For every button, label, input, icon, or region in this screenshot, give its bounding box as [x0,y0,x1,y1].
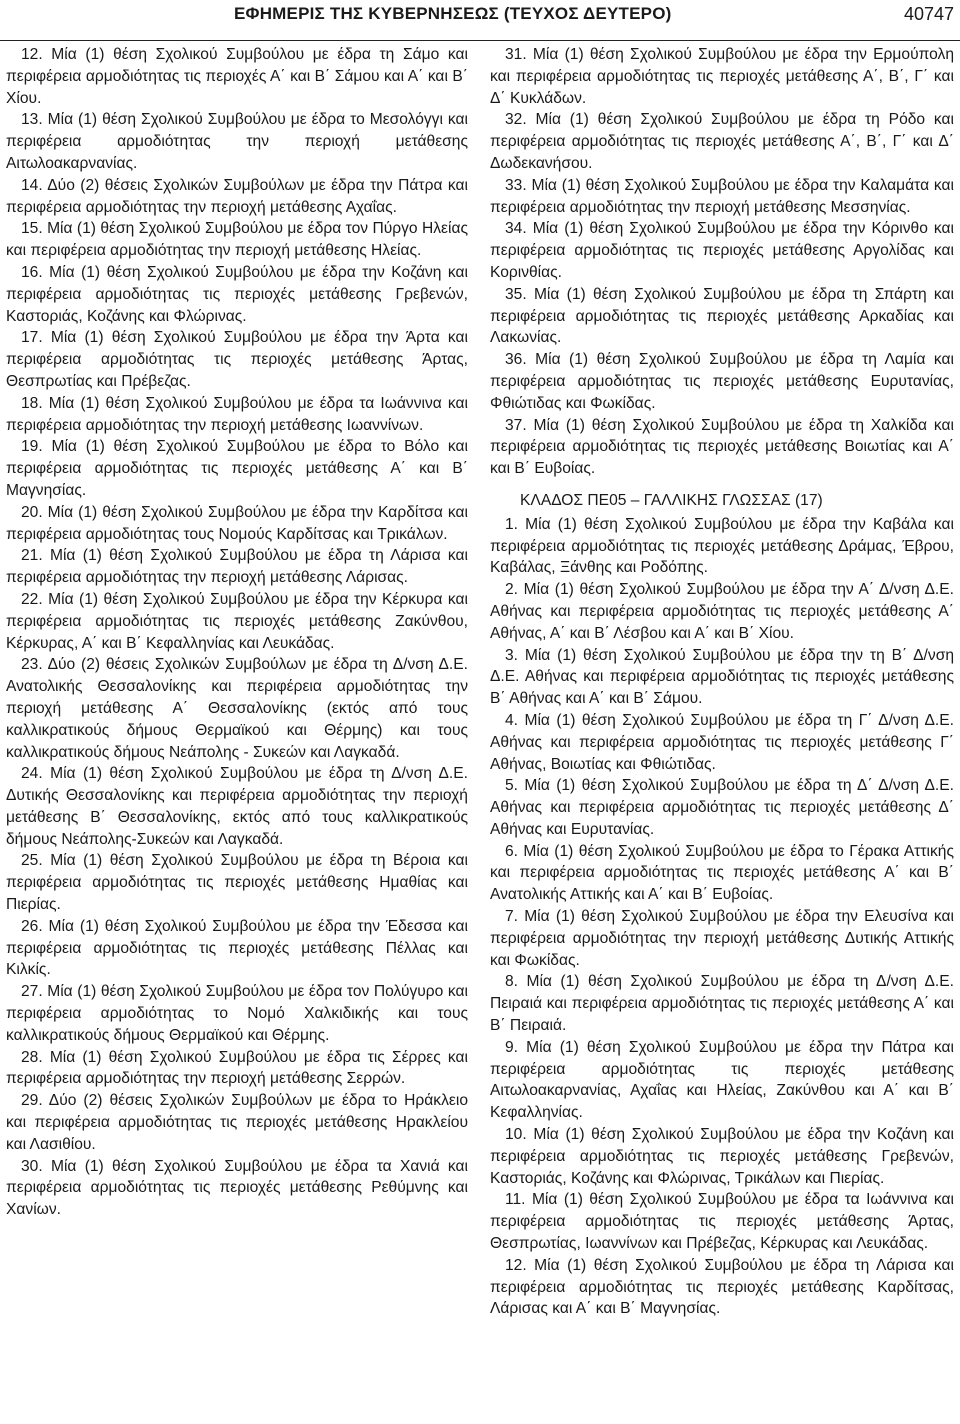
list-item: 16. Μία (1) θέση Σχολικού Συμβούλου με έδρα την Κοζάνη και περιφέρεια αρμοδιότητας τις περιοχές μετάθεσης Γρεβενών, Καστοριάς, Κοζάνης και Φλώρινας. [6,263,468,325]
right-column-bottom-list [490,514,954,1320]
list-item: 17. Μία (1) θέση Σχολικού Συμβούλου με έδρα την Άρτα και περιφέρεια αρμοδιότητας τις περιοχές μετάθεσης Άρτας, Θεσπρωτίας και Πρέβεζας. [6,329,468,390]
list-item: 29. Δύο (2) θέσεις Σχολικών Συμβούλων με έδρα το Ηράκλειο και περιφέρεια αρμοδιότητας τις περιοχές μετάθεσης Ηρακλείου και Λασιθίου. [6,1092,468,1153]
list-item: 35. Μία (1) θέση Σχολικού Συμβούλου με έδρα τη Σπάρτη και περιφέρεια αρμοδιότητας τις περιοχές μετάθεσης Αρκαδίας και Λακωνίας. [490,285,954,347]
list-item: 22. Μία (1) θέση Σχολικού Συμβούλου με έδρα την Κέρκυρα και περιφέρεια αρμοδιότητας τις περιοχές μετάθεσης Ζακύνθου, Κέρκυρας, Α΄ και Β΄ Κεφαλληνίας και Λευκάδας. [6,590,468,652]
list-item: 2. Μία (1) θέση Σχολικού Συμβούλου με έδρα την Α΄ Δ/νση Δ.Ε. Αθήνας και περιφέρεια αρμοδιότητας τις περιοχές μετάθεσης Α΄ Αθήνας, Α΄ και Β΄ Λέσβου και Α΄ και Β΄ Χίου. [490,581,954,642]
list-item: 8. Μία (1) θέση Σχολικού Συμβούλου με έδρα τη Δ/νση Δ.Ε. Πειραιά και περιφέρεια αρμοδιότητας τις περιοχές μετάθεσης Α΄ και Β΄ Πειραιά. [490,973,954,1035]
list-item: 15. Μία (1) θέση Σχολικού Συμβούλου με έδρα τον Πύργο Ηλείας και περιφέρεια αρμοδιότητας την περιοχή μετάθεσης Ηλείας. [6,220,468,260]
list-item: 11. Μία (1) θέση Σχολικού Συμβούλου με έδρα τα Ιωάννινα και περιφέρεια αρμοδιότητας τις περιοχές μετάθεσης Άρτας, Θεσπρωτίας, Ιωαννίνων και Πρέβεζας, Κέρκυρας και Λευκάδας. [490,1191,954,1253]
list-item: 9. Μία (1) θέση Σχολικού Συμβούλου με έδρα την Πάτρα και περιφέρεια αρμοδιότητας τις περιοχές μετάθεσης Αιτωλοακαρνανίας, Αχαΐας και Ηλείας, Ζακύνθου και Α΄ και Β΄ Κεφαλληνίας. [490,1038,954,1122]
list-item: 12. Μία (1) θέση Σχολικού Συμβούλου με έδρα τη Λάρισα και περιφέρεια αρμοδιότητας τις περιοχές μετάθεσης Καρδίτσας, Λάρισας και Α΄ και Β΄ Μαγνησίας. [490,1256,954,1318]
list-item: 28. Μία (1) θέση Σχολικού Συμβούλου με έδρα τις Σέρρες και περιφέρεια αρμοδιότητας την περιοχή μετάθεσης Σερρών. [6,1048,468,1088]
list-item: 33. Μία (1) θέση Σχολικού Συμβούλου με έδρα την Καλαμάτα και περιφέρεια αρμοδιότητας την περιοχή μετάθεσης Μεσσηνίας. [490,176,954,216]
gazette-title: ΕΦΗΜΕΡΙΣ ΤΗΣ ΚΥΒΕΡΝΗΣΕΩΣ (ΤΕΥΧΟΣ ΔΕΥΤΕΡΟ) [234,4,672,23]
list-item: 30. Μία (1) θέση Σχολικού Συμβούλου με έδρα τα Χανιά και περιφέρεια αρμοδιότητας τις περιοχές μετάθεσης Ρεθύμνης και Χανίων. [6,1157,468,1219]
list-item: 1. Μία (1) θέση Σχολικού Συμβούλου με έδρα την Καβάλα και περιφέρεια αρμοδιότητας τις περιοχές μετάθεσης Δράμας, Έβρου, Καβάλας, Ξάνθης και Ροδόπης. [490,515,954,577]
list-item: 26. Μία (1) θέση Σχολικού Συμβούλου με έδρα την Έδεσσα και περιφέρεια αρμοδιότητας τις περιοχές μετάθεσης Πέλλας και Κιλκίς. [6,917,468,979]
list-item: 27. Μία (1) θέση Σχολικού Συμβούλου με έδρα τον Πολύγυρο και περιφέρεια αρμοδιότητας το Νομό Χαλκιδικής και τους καλλικρατικούς δήμους Θερμαϊκού και Θέρμης. [6,983,468,1044]
list-item: 12. Μία (1) θέση Σχολικού Συμβούλου με έδρα τη Σάμο και περιφέρεια αρμοδιότητας τις περιοχές Α΄ και Β΄ Σάμου και Α΄ και Β΄ Χίου. [6,46,468,107]
right-column-top-list [490,44,954,480]
list-item: 31. Μία (1) θέση Σχολικού Συμβούλου με έδρα την Ερμούπολη και περιφέρεια αρμοδιότητας τις περιοχές μετάθεσης Α΄, Β΄, Γ΄ και Δ΄ Κυκλάδων. [490,46,954,107]
list-item: 5. Μία (1) θέση Σχολικού Συμβούλου με έδρα τη Δ΄ Δ/νση Δ.Ε. Αθήνας και περιφέρεια αρμοδιότητας τις περιοχές μετάθεσης Δ΄ Αθήνας και Ευρυτανίας. [490,777,954,838]
list-item: 18. Μία (1) θέση Σχολικού Συμβούλου με έδρα τα Ιωάννινα και περιφέρεια αρμοδιότητας την περιοχή μετάθεσης Ιωαννίνων. [6,394,468,434]
list-item: 10. Μία (1) θέση Σχολικού Συμβούλου με έδρα την Κοζάνη και περιφέρεια αρμοδιότητας τις περιοχές μετάθεσης Γρεβενών, Καστοριάς, Κοζάνης και Φλώρινας, Τρικάλων και Πιερίας. [490,1126,954,1187]
right-column [490,44,954,1320]
list-item: 24. Μία (1) θέση Σχολικού Συμβούλου με έδρα τη Δ/νση Δ.Ε. Δυτικής Θεσσαλονίκης και περιφέρεια αρμοδιότητας την περιοχή μετάθεσης Β΄ Θεσσαλονίκης, εκτός από τους καλλικρατικούς δήμους Νεάπολης-Συκεών και Λαγκαδά. [6,765,468,848]
list-item: 4. Μία (1) θέση Σχολικού Συμβούλου με έδρα τη Γ΄ Δ/νση Δ.Ε. Αθήνας και περιφέρεια αρμοδιότητας τις περιοχές μετάθεσης Γ΄ Αθήνας, Βοιωτίας και Φθιώτιδας. [490,711,954,773]
list-item: 23. Δύο (2) θέσεις Σχολικών Συμβούλων με έδρα τη Δ/νση Δ.Ε. Ανατολικής Θεσσαλονίκης και περιφέρεια αρμοδιότητας την περιοχή μετάθεσης Α΄ Θεσσαλονίκης (εκτός από τους καλλικρατικούς δήμους Θερμαϊκού και Θέρμης) και τους καλλικρατικούς δήμους Νεάπολης - Συκεών και Λαγκαδά. [6,656,468,761]
section-heading: ΚΛΑΔΟΣ ΠΕ05 – ΓΑΛΛΙΚΗΣ ΓΛΩΣΣΑΣ (17) [520,491,823,509]
list-item: 13. Μία (1) θέση Σχολικού Συμβούλου με έδρα το Μεσολόγγι και περιφέρεια αρμοδιότητας την περιοχή μετάθεσης Αιτωλοακαρνανίας. [6,111,468,172]
list-item: 21. Μία (1) θέση Σχολικού Συμβούλου με έδρα τη Λάρισα και περιφέρεια αρμοδιότητας την περιοχή μετάθεσης Λάρισας. [6,547,468,587]
page-header [0,0,960,41]
left-column [6,44,468,1221]
list-item: 19. Μία (1) θέση Σχολικού Συμβούλου με έδρα το Βόλο και περιφέρεια αρμοδιότητας τις περιοχές μετάθεσης Α΄ και Β΄ Μαγνησίας. [6,438,468,499]
list-item: 14. Δύο (2) θέσεις Σχολικών Συμβούλων με έδρα την Πάτρα και περιφέρεια αρμοδιότητας την περιοχή μετάθεσης Αχαΐας. [6,176,468,216]
page-number: 40747 [903,4,954,24]
list-item: 20. Μία (1) θέση Σχολικού Συμβούλου με έδρα την Καρδίτσα και περιφέρεια αρμοδιότητας τους Νομούς Καρδίτσας και Τρικάλων. [6,503,468,543]
list-item: 32. Μία (1) θέση Σχολικού Συμβούλου με έδρα τη Ρόδο και περιφέρεια αρμοδιότητας τις περιοχές μετάθεσης Α΄, Β΄, Γ΄ και Δ΄ Δωδεκανήσου. [490,111,954,172]
list-item: 3. Μία (1) θέση Σχολικού Συμβούλου με έδρα την τη Β΄ Δ/νση Δ.Ε. Αθήνας και περιφέρεια αρμοδιότητας τις περιοχές μετάθεσης Β΄ Αθήνας και Α΄ και Β΄ Σάμου. [490,646,954,708]
list-item: 36. Μία (1) θέση Σχολικού Συμβούλου με έδρα τη Λαμία και περιφέρεια αρμοδιότητας τις περιοχές μετάθεσης Ευρυτανίας, Φθιώτιδας και Φωκίδας. [490,351,954,412]
list-item: 37. Μία (1) θέση Σχολικού Συμβούλου με έδρα τη Χαλκίδα και περιφέρεια αρμοδιότητας τις περιοχές μετάθεσης Βοιωτίας και Α΄ και Β΄ Ευβοίας. [490,416,954,478]
list-item: 34. Μία (1) θέση Σχολικού Συμβούλου με έδρα την Κόρινθο και περιφέρεια αρμοδιότητας τις περιοχές μετάθεσης Αργολίδας και Κορινθίας. [490,220,954,281]
list-item: 7. Μία (1) θέση Σχολικού Συμβούλου με έδρα την Ελευσίνα και περιφέρεια αρμοδιότητας την περιοχή μετάθεσης Δυτικής Αττικής και Φωκίδας. [490,908,954,969]
list-item: 25. Μία (1) θέση Σχολικού Συμβούλου με έδρα τη Βέροια και περιφέρεια αρμοδιότητας τις περιοχές μετάθεσης Ημαθίας και Πιερίας. [6,852,468,914]
list-item: 6. Μία (1) θέση Σχολικού Συμβούλου με έδρα το Γέρακα Αττικής και περιφέρεια αρμοδιότητας τις περιοχές μετάθεσης Α΄ και Β΄ Ανατολικής Αττικής και Α΄ και Β΄ Ευβοίας. [490,842,954,904]
